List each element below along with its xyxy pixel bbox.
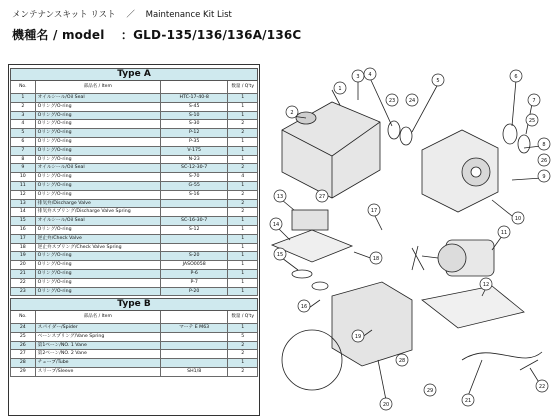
header-no: No.: [11, 81, 36, 94]
row-no: 9: [11, 164, 36, 173]
table-title: Type B: [11, 299, 258, 311]
sleeve: [520, 360, 538, 370]
table-row: [11, 367, 258, 376]
row-no: 29: [11, 367, 36, 376]
row-qty: 4: [228, 173, 258, 182]
row-part: N-23: [160, 155, 227, 164]
table-row: [11, 164, 258, 173]
table-row: [11, 252, 258, 261]
callout-number: 15: [276, 251, 284, 258]
row-item: Oリング/O-ring: [35, 225, 160, 234]
row-qty: 1: [228, 252, 258, 261]
table-row: [11, 155, 258, 164]
table-row: [11, 278, 258, 287]
row-part: S-16: [160, 190, 227, 199]
row-part: G-55: [160, 181, 227, 190]
header-item: 部品名 / Item: [35, 311, 160, 324]
row-no: 27: [11, 350, 36, 359]
table-row: [11, 181, 258, 190]
row-no: 21: [11, 269, 36, 278]
header-title-en: Maintenance Kit List: [145, 10, 232, 20]
table-row: [11, 287, 258, 296]
row-part: [160, 359, 227, 368]
callout-number: 20: [382, 401, 390, 408]
row-qty: 2: [228, 120, 258, 129]
model-line: [12, 26, 301, 43]
model-value: ：GLD-135/136/136A/136C: [120, 28, 302, 42]
base-plate: [422, 286, 524, 328]
callout-number: 27: [318, 193, 326, 200]
header-item: 部品名 / Item: [35, 81, 160, 94]
table-row: [11, 269, 258, 278]
table-title: Type A: [11, 69, 258, 81]
row-qty: 2: [228, 341, 258, 350]
callout-number: 8: [542, 141, 546, 148]
table-row: [11, 190, 258, 199]
row-item: Oリング/O-ring: [35, 146, 160, 155]
row-part: P-7: [160, 278, 227, 287]
row-qty: 1: [228, 137, 258, 146]
row-item: スリーブ/Sleeve: [35, 367, 160, 376]
table-header-row: [11, 81, 258, 94]
valve-spring: [292, 270, 312, 278]
callout-number: 22: [538, 383, 546, 390]
page-header: [12, 8, 232, 20]
row-part: [160, 332, 227, 341]
row-no: 12: [11, 190, 36, 199]
row-part: SH1/8: [160, 367, 227, 376]
row-no: 22: [11, 278, 36, 287]
row-no: 16: [11, 225, 36, 234]
callout-number: 23: [388, 97, 396, 104]
header-no: No.: [11, 311, 36, 324]
row-qty: 1: [228, 155, 258, 164]
row-part: [160, 234, 227, 243]
row-part: [160, 208, 227, 217]
row-item: Oリング/O-ring: [35, 278, 160, 287]
row-no: 19: [11, 252, 36, 261]
motor-end-cap: [438, 244, 466, 272]
row-qty: 5: [228, 332, 258, 341]
row-no: 7: [11, 146, 36, 155]
row-part: P-35: [160, 137, 227, 146]
table-row: [11, 111, 258, 120]
callout-number: 25: [528, 117, 536, 124]
row-no: 8: [11, 155, 36, 164]
row-no: 17: [11, 234, 36, 243]
row-no: 25: [11, 332, 36, 341]
row-item: Oリング/O-ring: [35, 155, 160, 164]
o-ring-right-2: [518, 135, 530, 153]
row-no: 28: [11, 359, 36, 368]
table-row: [11, 350, 258, 359]
row-item: Oリング/O-ring: [35, 137, 160, 146]
table-row: [11, 217, 258, 226]
row-qty: 2: [228, 164, 258, 173]
row-part: [160, 341, 227, 350]
row-no: 26: [11, 341, 36, 350]
row-item: Oリング/O-ring: [35, 173, 160, 182]
valve-block: [292, 210, 328, 230]
table-header-row: [11, 311, 258, 324]
table-row: [11, 120, 258, 129]
table-row: [11, 341, 258, 350]
row-no: 11: [11, 181, 36, 190]
callout-number: 29: [426, 387, 434, 394]
row-qty: 1: [228, 269, 258, 278]
callout-number: 28: [398, 357, 406, 364]
row-part: S-30: [160, 120, 227, 129]
header-title-jp: メンテナンスキット リスト: [12, 10, 116, 20]
header-part: [160, 81, 227, 94]
callout-number: 24: [408, 97, 416, 104]
row-part: P-6: [160, 269, 227, 278]
table-title-row: [11, 299, 258, 311]
row-item: Oリング/O-ring: [35, 252, 160, 261]
row-part: S-45: [160, 102, 227, 111]
row-no: 5: [11, 129, 36, 138]
table-row: [11, 359, 258, 368]
row-qty: 1: [228, 225, 258, 234]
callout-number: 21: [464, 397, 472, 404]
tube: [462, 352, 542, 360]
callout-number: 1: [338, 85, 342, 92]
row-item: Oリング/O-ring: [35, 190, 160, 199]
callout-number: 16: [300, 303, 308, 310]
callout-number: 26: [540, 157, 548, 164]
header-separator: ／: [126, 10, 135, 20]
row-part: SC-12-30-7: [160, 164, 227, 173]
row-no: 3: [11, 111, 36, 120]
callout-number: 4: [368, 71, 372, 78]
row-part: S-70: [160, 173, 227, 182]
row-item: スパイダー/Spider: [35, 324, 160, 333]
callout-number: 5: [436, 77, 440, 84]
row-no: 2: [11, 102, 36, 111]
table-row: [11, 146, 258, 155]
row-qty: 1: [228, 287, 258, 296]
callout-number: 10: [514, 215, 522, 222]
row-item: 第2ベーン/NO. 2 Vane: [35, 350, 160, 359]
table-row: [11, 324, 258, 333]
row-qty: 1: [228, 261, 258, 270]
row-no: 15: [11, 217, 36, 226]
row-item: オイルシール/Oil Seal: [35, 217, 160, 226]
row-qty: 1: [228, 359, 258, 368]
row-no: 13: [11, 199, 36, 208]
callout-number: 6: [514, 73, 518, 80]
callout-number: 2: [290, 109, 294, 116]
row-part: P-20: [160, 287, 227, 296]
table-row: [11, 102, 258, 111]
row-no: 14: [11, 208, 36, 217]
row-no: 1: [11, 94, 36, 103]
type-a-table: [10, 68, 258, 296]
row-item: オイルシール/Oil Seal: [35, 94, 160, 103]
row-part: [160, 199, 227, 208]
header-qty: 数量 / Q'ty: [228, 81, 258, 94]
table-row: [11, 225, 258, 234]
row-qty: 1: [228, 234, 258, 243]
callout-number: 12: [482, 281, 490, 288]
row-item: Oリング/O-ring: [35, 181, 160, 190]
callout-number: 9: [542, 173, 546, 180]
table-row: [11, 234, 258, 243]
coupling-shaft: [422, 256, 438, 258]
row-part: JASO0058: [160, 261, 227, 270]
row-qty: 1: [228, 94, 258, 103]
table-row: [11, 243, 258, 252]
check-valve: [312, 282, 328, 290]
callout-number: 11: [500, 229, 508, 236]
callout-number: 13: [276, 193, 284, 200]
row-part: S-12: [160, 225, 227, 234]
row-no: 10: [11, 173, 36, 182]
row-item: Oリング/O-ring: [35, 269, 160, 278]
row-item: チューブ/Tube: [35, 359, 160, 368]
o-ring-right-1: [503, 124, 517, 144]
row-qty: 1: [228, 217, 258, 226]
row-no: 18: [11, 243, 36, 252]
row-qty: 2: [228, 199, 258, 208]
spider-coupling: [412, 246, 424, 270]
table-row: [11, 332, 258, 341]
row-qty: 1: [228, 278, 258, 287]
row-part: P-12: [160, 129, 227, 138]
row-no: 6: [11, 137, 36, 146]
row-item: Oリング/O-ring: [35, 261, 160, 270]
row-qty: 2: [228, 208, 258, 217]
row-qty: 2: [228, 350, 258, 359]
row-qty: 2: [228, 190, 258, 199]
table-row: [11, 129, 258, 138]
row-item: 逆止弁/Check Valve: [35, 234, 160, 243]
large-o-ring: [282, 330, 342, 390]
callout-number: 14: [272, 221, 280, 228]
row-item: 排気弁/Discharge Valve: [35, 199, 160, 208]
row-no: 24: [11, 324, 36, 333]
type-b-table: [10, 298, 258, 377]
row-item: 逆止弁スプリング/Check Valve Spring: [35, 243, 160, 252]
row-qty: 1: [228, 324, 258, 333]
callout-number: 19: [354, 333, 362, 340]
row-part: SC-16-30-7: [160, 217, 227, 226]
row-item: 第1ベーン/NO. 1 Vane: [35, 341, 160, 350]
o-ring-upper-1: [388, 121, 400, 139]
row-part: マーテ E M63: [160, 324, 227, 333]
row-part: [160, 350, 227, 359]
header-qty: 数量 / Q'ty: [228, 311, 258, 324]
table-row: [11, 173, 258, 182]
table-row: [11, 94, 258, 103]
row-qty: 1: [228, 181, 258, 190]
table-row: [11, 199, 258, 208]
row-part: V-175: [160, 146, 227, 155]
row-item: 排気弁スプリング/Discharge Valve Spring: [35, 208, 160, 217]
model-label: 機種名 / model: [12, 28, 105, 42]
row-item: ベーンスプリング/Vane Spring: [35, 332, 160, 341]
row-item: Oリング/O-ring: [35, 287, 160, 296]
row-part: S-20: [160, 252, 227, 261]
row-no: 23: [11, 287, 36, 296]
motor-shaft: [471, 167, 481, 177]
row-item: Oリング/O-ring: [35, 102, 160, 111]
exploded-parts-diagram: [262, 60, 558, 416]
row-part: S-10: [160, 111, 227, 120]
row-item: オイルシール/Oil Seal: [35, 164, 160, 173]
row-no: 20: [11, 261, 36, 270]
callout-number: 18: [372, 255, 380, 262]
row-qty: 1: [228, 146, 258, 155]
row-qty: 1: [228, 102, 258, 111]
table-row: [11, 137, 258, 146]
callout-number: 7: [532, 97, 536, 104]
row-qty: 1: [228, 111, 258, 120]
header-part: [160, 311, 227, 324]
callout-number: 3: [356, 73, 360, 80]
table-row: [11, 261, 258, 270]
row-qty: 2: [228, 129, 258, 138]
o-ring-upper-2: [400, 127, 412, 145]
row-part: [160, 243, 227, 252]
table-row: [11, 208, 258, 217]
callout-number: 17: [370, 207, 378, 214]
row-qty: 1: [228, 243, 258, 252]
lower-pump-body: [332, 282, 412, 366]
row-part: HTC-17-40-8: [160, 94, 227, 103]
row-item: Oリング/O-ring: [35, 120, 160, 129]
row-item: Oリング/O-ring: [35, 129, 160, 138]
row-no: 4: [11, 120, 36, 129]
row-item: Oリング/O-ring: [35, 111, 160, 120]
row-qty: 2: [228, 367, 258, 376]
table-title-row: [11, 69, 258, 81]
